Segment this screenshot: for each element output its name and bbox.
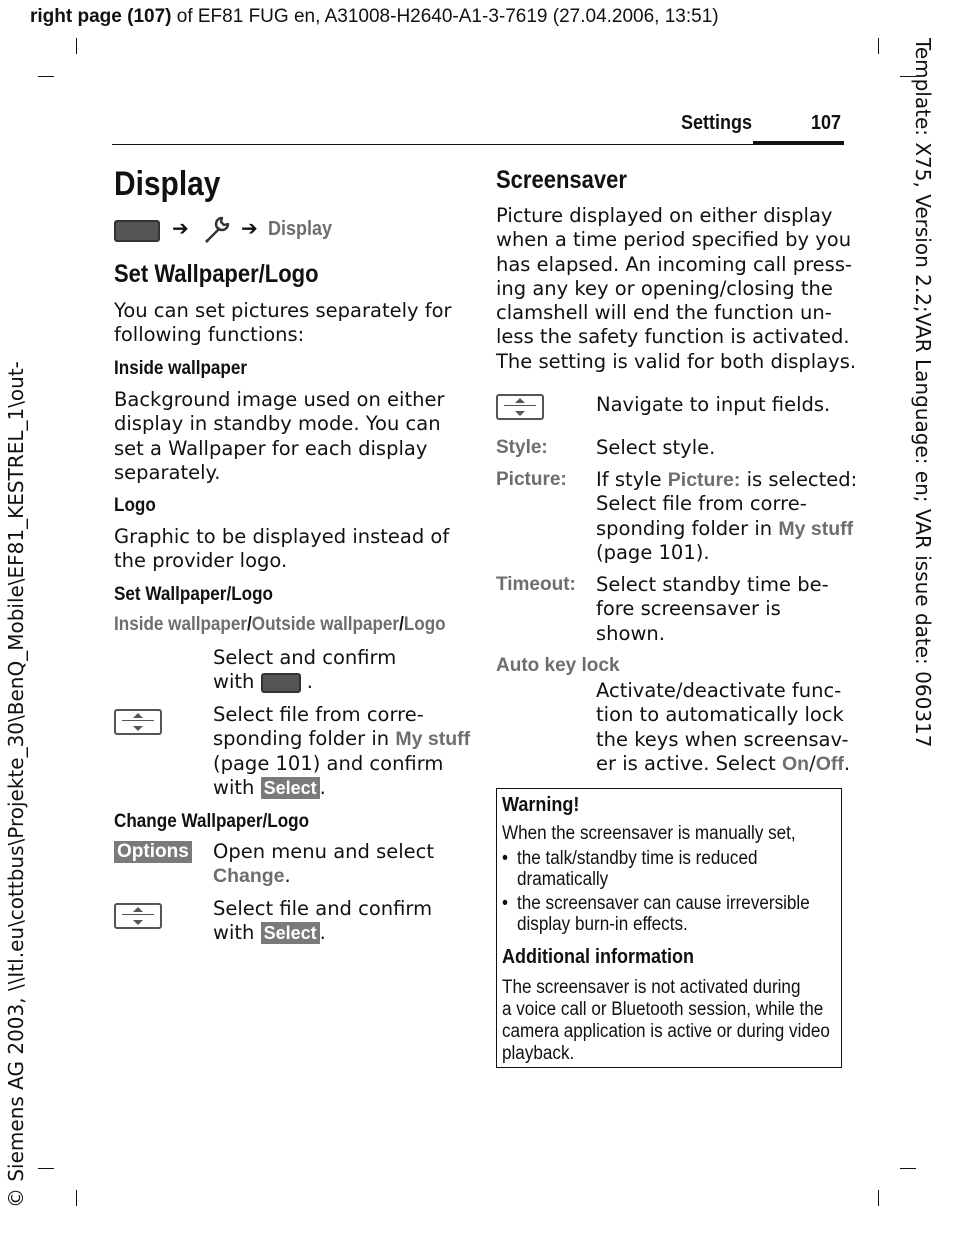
arrow-icon: ➔ xyxy=(241,216,258,240)
template-info: Template: X75, Version 2.2;VAR Language: en; VAR issue date: 060317 xyxy=(911,38,935,748)
menu-path: Inside wallpaper/Outside wallpaper/Logo xyxy=(114,614,446,635)
warning-bullet: the talk/standby time is reduced dramatically xyxy=(517,848,758,890)
section-heading: Set Wallpaper/Logo xyxy=(114,260,319,288)
additional-info-title: Additional information xyxy=(502,946,694,968)
warning-title: Warning! xyxy=(502,794,580,816)
bullet-icon: • xyxy=(502,848,508,869)
step-select-confirm: Select and confirm with . xyxy=(213,646,397,694)
breadcrumb-target: Display xyxy=(268,218,333,240)
select-softkey: Select xyxy=(261,922,320,944)
header-rule-accent xyxy=(753,141,844,145)
crop-mark xyxy=(38,76,54,77)
navigation-key-icon xyxy=(496,394,544,420)
step-select-file: Select file from corre- sponding folder in My stuff (page 101) and confirm with Select . xyxy=(213,703,471,799)
change-step-menu: Open menu and select Change. xyxy=(213,840,435,888)
auto-key-lock-label: Auto key lock xyxy=(496,655,620,676)
print-slug: right page (107) of EF81 FUG en, A31008-H2640-A1-3-7619 (27.04.2006, 13:51) xyxy=(30,6,719,27)
auto-key-lock-text: Activate/deactivate func- tion to automatically lock the keys when screensav- er is active. Select On/Off. xyxy=(596,679,851,775)
warning-intro: When the screensaver is manually set, xyxy=(502,823,796,844)
crop-mark xyxy=(38,1168,54,1169)
copyright-path: © Siemens AG 2003, \\Itl.eu\cottbus\Projekte_30\BenQ_Mobile\EF81_KESTREL_1\out- xyxy=(4,361,28,1208)
change-step-select: Select file and confirm with Select . xyxy=(213,897,433,945)
bullet-icon: • xyxy=(502,893,508,914)
subheading-logo: Logo xyxy=(114,495,156,516)
navigation-key-icon xyxy=(114,903,162,929)
logo-text: Graphic to be displayed instead of the provider logo. xyxy=(114,525,450,573)
nav-text: Navigate to input fields. xyxy=(596,393,831,416)
crop-mark xyxy=(76,1190,77,1206)
wrench-icon xyxy=(200,214,232,250)
warning-bullet: the screensaver can cause irreversible display burn-in effects. xyxy=(517,893,810,935)
options-softkey: Options xyxy=(114,841,192,863)
menu-key-icon xyxy=(114,220,160,242)
page-number: 107 xyxy=(811,112,842,134)
section-heading-screensaver: Screensaver xyxy=(496,166,627,194)
subheading-change-wallpaper: Change Wallpaper/Logo xyxy=(114,811,310,832)
timeout-text: Select standby time be- fore screensaver is shown. xyxy=(596,573,829,645)
select-softkey: Select xyxy=(261,777,320,799)
crop-mark xyxy=(900,1168,916,1169)
navigation-key-icon xyxy=(114,709,162,735)
page-title: Display xyxy=(114,165,221,203)
crop-mark xyxy=(878,38,879,54)
left-softkey-icon xyxy=(261,673,301,693)
inside-wallpaper-text: Background image used on either display in standby mode. You can set a Wallpaper for each display separately. xyxy=(114,388,445,484)
picture-text: If style Picture: is selected: Select file from corre- sponding folder in My stuff (page 101). xyxy=(596,468,858,564)
arrow-icon: ➔ xyxy=(172,216,189,240)
breadcrumb xyxy=(114,216,454,246)
timeout-label: Timeout: xyxy=(496,574,576,595)
subheading-set-wallpaper: Set Wallpaper/Logo xyxy=(114,584,273,605)
running-header-section: Settings xyxy=(681,112,753,134)
picture-label: Picture: xyxy=(496,469,567,490)
screensaver-intro: Picture displayed on either display when a time period specified by you has elapsed. An incoming call press- ing any key or opening/closing the clamshell will end the function un- less the safety function is activated. The setting is valid for both displays. xyxy=(496,204,857,373)
additional-info-text: The screensaver is not activated during a voice call or Bluetooth session, while the camera application is active or during video playback. xyxy=(502,977,830,1064)
crop-mark xyxy=(878,1190,879,1206)
header-rule xyxy=(112,144,844,145)
intro-text: You can set pictures separately for following functions: xyxy=(114,299,452,347)
crop-mark xyxy=(76,38,77,54)
style-label: Style: xyxy=(496,437,548,458)
subheading-inside-wallpaper: Inside wallpaper xyxy=(114,358,248,379)
style-text: Select style. xyxy=(596,436,716,459)
